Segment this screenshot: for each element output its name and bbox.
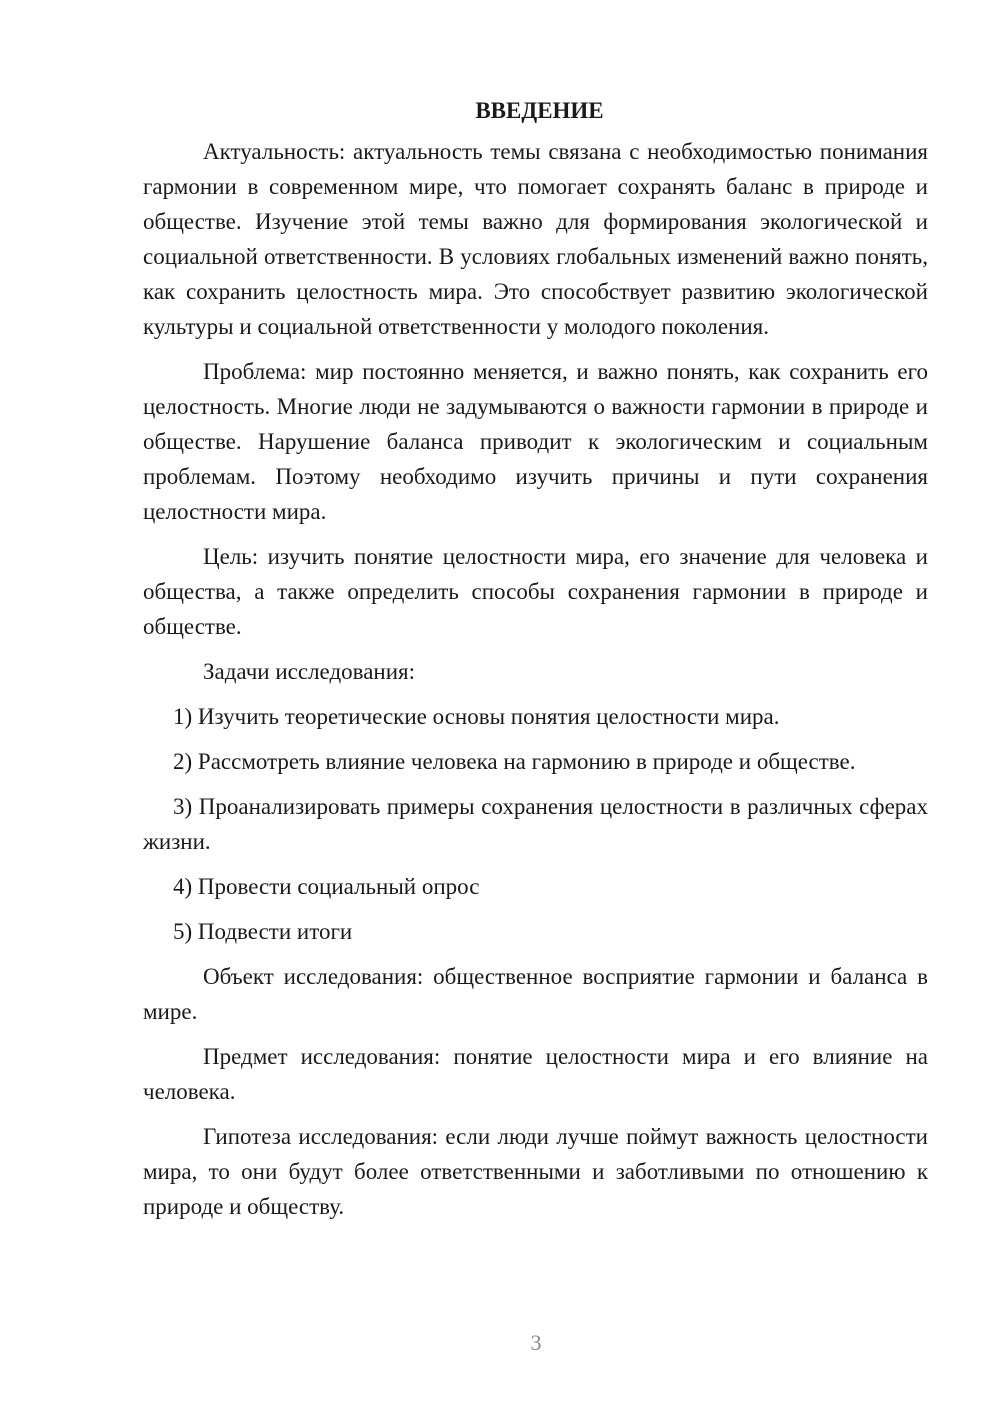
hypothesis-paragraph: Гипотеза исследования: если люди лучше поймут важность целостности мира, то они будут более ответственными и заботливыми по отношению к природе и обществу.	[143, 1124, 928, 1219]
problem-paragraph: Проблема: мир постоянно меняется, и важно понять, как сохранить его целостность. Многие люди не задумываются о важности гармонии в природе и обществе. Нарушение баланса приводит к экологическим и социальным проблемам. Поэтому необходимо изучить причины и пути сохранения целостности мира.	[143, 359, 928, 524]
tasks-heading: Задачи исследования:	[203, 659, 416, 684]
task-item-5: 5) Подвести итоги	[173, 919, 353, 944]
page-number: 3	[530, 1330, 542, 1355]
document-page	[143, 88, 928, 1234]
task-item-3: 3) Проанализировать примеры сохранения целостности в различных сферах жизни.	[143, 794, 928, 854]
task-item-4: 4) Провести социальный опрос	[173, 874, 480, 899]
task-item-1: 1) Изучить теоретические основы понятия целостности мира.	[173, 704, 780, 729]
subject-paragraph: Предмет исследования: понятие целостности мира и его влияние на человека.	[143, 1044, 928, 1104]
object-paragraph: Объект исследования: общественное восприятие гармонии и баланса в мире.	[143, 964, 928, 1024]
relevance-paragraph: Актуальность: актуальность темы связана с необходимостью понимания гармонии в современном мире, что помогает сохранять баланс в природе и обществе. Изучение этой темы важно для формирования экологической и социальной ответственности. В условиях глобальных изменений важно понять, как сохранить целостность мира. Это способствует развитию экологической культуры и социальной ответственности у молодого поколения.	[143, 139, 928, 339]
task-item-2: 2) Рассмотреть влияние человека на гармонию в природе и обществе.	[173, 749, 856, 774]
goal-paragraph: Цель: изучить понятие целостности мира, его значение для человека и общества, а также определить способы сохранения гармонии в природе и обществе.	[143, 544, 928, 639]
section-title-text: ВВЕДЕНИЕ	[475, 98, 604, 123]
section-title	[143, 88, 928, 134]
